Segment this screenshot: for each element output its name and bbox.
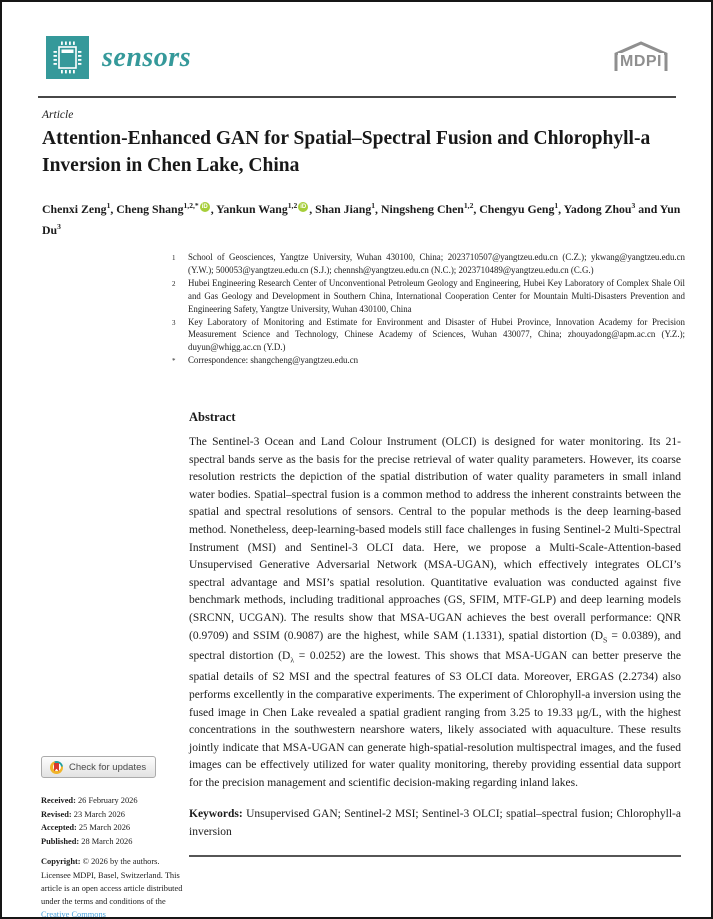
date-label: Received:: [41, 796, 76, 805]
author-affiliation-sup: 3: [631, 201, 636, 210]
sensors-journal-logo: [46, 36, 191, 79]
date-value: 28 March 2026: [81, 836, 133, 846]
author-affiliation-sup: 1: [371, 201, 376, 210]
affiliation-marker: *: [172, 357, 176, 366]
date-row: [41, 835, 183, 849]
affiliation-row: [172, 277, 685, 316]
author-name: Chengyu Geng$^1$,: [479, 201, 564, 216]
date-label: Revised:: [41, 809, 72, 819]
subscript-dlambda: λ: [290, 655, 295, 665]
article-type-label: Article: [42, 109, 74, 121]
check-for-updates-button[interactable]: [41, 756, 156, 778]
author-affiliation-sup: 1,2: [287, 201, 298, 210]
author-affiliation-sup: 1,2: [463, 201, 474, 210]
affiliation-row: [172, 354, 685, 368]
header-rule: [38, 96, 676, 98]
author-name: Yun Du$^3$: [42, 201, 681, 237]
abstract-heading: Abstract: [189, 410, 236, 424]
authors-line: [42, 197, 686, 239]
affiliation-list: [172, 251, 685, 368]
copyright-text: Copyright: © 2026 by the authors. Licensee MDPI, Basel, Switzerland. This article is an open access article distributed under the terms and conditions of the Creative Commons: [41, 857, 183, 919]
date-value: 25 March 2026: [78, 823, 131, 833]
author-affiliation-sup: 1: [554, 201, 559, 210]
affiliation-text: Hubei Engineering Research Center of Unconventional Petroleum Geology and Engineering, Hubei Key Laboratory of Complex Shale Oil and Gas Geology and Development in Southern China, International Cooperation Center for Mountain Multi-Disasters Prevention and Engineering Safety, Yangtze University, Wuhan 430100, China: [188, 277, 685, 314]
correspondence-text: Correspondence: shangcheng@yangtzeu.edu.cn: [188, 355, 359, 366]
mdpi-logo-text: MDPI: [620, 53, 662, 70]
creative-commons-link[interactable]: Creative Commons: [41, 910, 106, 919]
copyright-label: Copyright:: [41, 857, 81, 867]
section-end-rule: [189, 855, 681, 857]
affiliation-marker: 2: [172, 279, 176, 288]
keywords-label: Keywords:: [189, 808, 243, 821]
journal-name: sensors: [102, 41, 192, 73]
affiliation-text: School of Geosciences, Yangtze University, Wuhan 430100, China; 2023710507@yangtzeu.edu.cn (C.Z.); ykwang@yangtzeu.edu.cn (Y.W.); 500053@yangtzeu.edu.cn (S.J.); chennsh@yangtzeu.edu.cn (N.C.); 2023710489@yangtzeu.edu.cn (C.G.): [188, 252, 685, 275]
date-row: [41, 821, 183, 835]
author-name: Ningsheng Chen$^{1,2}$,: [380, 201, 480, 216]
abstract-text: The Sentinel-3 Ocean and Land Colour Instrument (OLCI) is designed for water monitoring. Its 21-spectral bands serve as the basis for the precise retrieval of water quality parameters. However, its coarse resolution restricts the depiction of the spatial distribution of water quality parameters in small inland water bodies. Spatial–spectral fusion is a common method to address the inherent constraints between the spatial and spectral resolutions of sensors. Central to the popular methods is the deep learning-based method. Nonetheless, deep-learning-based models still face challenges in fusing Sentinel-2 Multi-Spectral Instrument (MSI) and Sentinel-3 OLCI data. Here, we propose a Multi-Scale-Attention-based Unsupervised Generative Adversarial Network (MSA-UGAN), which effectively integrates OLCI’s spectral advantage and MSI’s spatial resolution. Quantitative evaluation was conducted against five benchmark methods, including traditional approaches (GS, SFIM, MTF-GLP) and deep learning models (SRCNN, UCGAN). The results show that MSA-UGAN achieves the best overall performance: QNR (0.9709) and SSIM (0.9087) are the highest, while SAM (1.1331), spatial distortion $(D_S = 0.0389)$, and spectral distortion $(D_\lambda = 0.0252)$ are the lowest. This shows that MSA-UGAN can better preserve the spatial details of S2 MSI and the spectral features of S3 OLCI data. Moreover, ERGAS (2.2734) also performs excellently in the comparative experiments. The experiment of Chlorophyll-a inversion using the fused image in Chen Lake revealed a spatial gradient ranging from 3.25 to 19.33 μg/L, with the highest concentrations in the southwestern nearshore waters, likely associated with aquaculture. These results jointly indicate that MSA-UGAN can generate high-spatial-resolution multispectral images, and the fused images can be effectively utilized for water quality monitoring, thereby providing essential data support for the precision management and scientific decision-making regarding inland lakes.: [189, 436, 681, 789]
subscript-ds: S: [603, 634, 608, 644]
affiliation-marker: 3: [172, 318, 176, 327]
orcid-icon[interactable]: iD: [300, 204, 307, 210]
affiliation-text: Key Laboratory of Monitoring and Estimate for Environment and Disaster of Hubei Province, Innovation Academy for Precision Measurement Science and Technology, Chinese Academy of Sciences, Wuhan 430077, China; zhouyadong@apm.ac.cn (Y.Z.); duyun@whigg.ac.cn (Y.D.): [188, 316, 685, 353]
mdpi-logo: [608, 40, 674, 78]
date-row: [41, 808, 183, 822]
author-name: Yadong Zhou$^3$ and: [563, 201, 660, 216]
author-affiliation-sup: 1,2,*: [183, 201, 199, 210]
check-for-updates-label: Check for updates: [69, 761, 147, 773]
author-affiliation-sup: 3: [57, 221, 61, 231]
author-name: Yankun Wang$^{1,2}$ iD ,: [216, 201, 316, 216]
affiliation-marker: 1: [172, 254, 176, 262]
author-name: Cheng Shang$^{1,2,*}$ iD ,: [116, 201, 217, 216]
sensors-chip-icon: [46, 36, 89, 79]
paper-title: Attention-Enhanced GAN for Spatial–Spectral Fusion and Chlorophyll-a Inversion in Chen Lake, China: [42, 128, 651, 176]
main-column: [189, 410, 681, 857]
author-name: Chenxi Zeng$^1$,: [42, 201, 117, 216]
dates-block: [41, 794, 183, 848]
author-affiliation-sup: 1: [106, 201, 111, 210]
crossmark-icon: [50, 761, 63, 774]
margin-sidebar: [41, 756, 183, 919]
date-label: Published:: [41, 836, 80, 846]
orcid-icon[interactable]: iD: [201, 204, 208, 210]
date-label: Accepted:: [41, 823, 77, 833]
affiliation-row: [172, 251, 685, 277]
date-value: 23 March 2026: [73, 809, 125, 819]
keywords-text: Unsupervised GAN; Sentinel-2 MSI; Sentinel-3 OLCI; spatial–spectral fusion; Chlorophyll-a inversion: [189, 808, 681, 839]
date-value: 26 February 2026: [77, 796, 138, 805]
affiliation-row: [172, 316, 685, 355]
keywords-line: [189, 806, 681, 841]
date-row: [41, 794, 183, 808]
author-name: Shan Jiang$^1$,: [315, 201, 381, 216]
